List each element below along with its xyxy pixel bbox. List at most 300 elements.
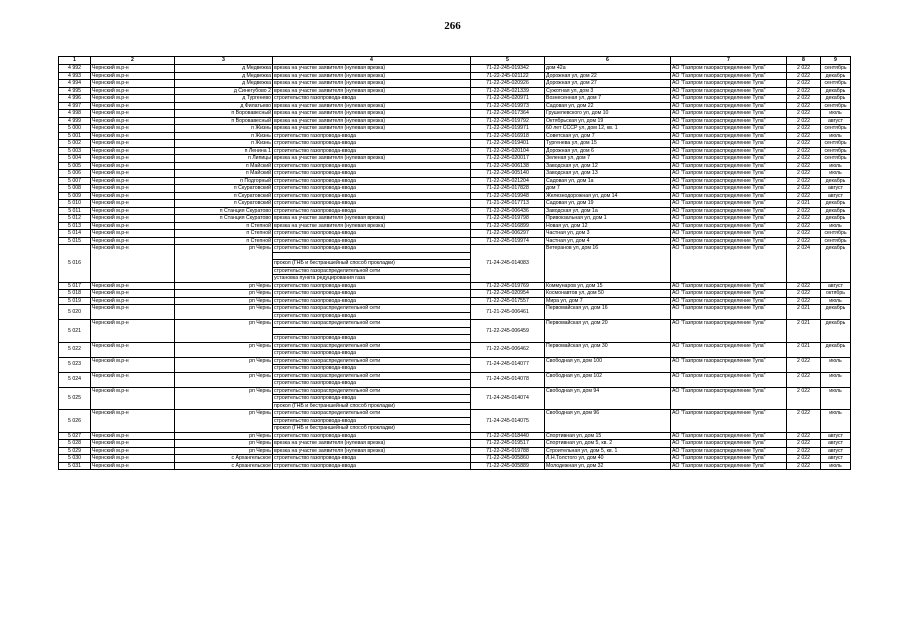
settlement-cell: рп Чернь xyxy=(175,305,273,320)
table-row xyxy=(59,110,851,118)
month-cell: сентябрь xyxy=(821,155,851,163)
work-item: строительство газораспределительной сети xyxy=(273,343,470,351)
works-cell xyxy=(273,245,471,283)
district-cell: Чернский м.р-н xyxy=(91,237,175,245)
works-cell xyxy=(273,177,471,185)
district-cell: Чернский м.р-н xyxy=(91,102,175,110)
table-row xyxy=(59,87,851,95)
works-cell xyxy=(273,342,471,357)
table-body xyxy=(59,65,851,470)
row-number: 5 031 xyxy=(59,462,91,470)
address-cell: Коммунаров ул, дом 15 xyxy=(545,282,671,290)
year-cell: 2 022 xyxy=(787,432,821,440)
year-cell: 2 022 xyxy=(787,447,821,455)
address-cell: Советская ул, дом 7 xyxy=(545,132,671,140)
district-cell: Чернский м.р-н xyxy=(91,455,175,463)
year-cell: 2 021 xyxy=(787,305,821,320)
district-cell: Чернский м.р-н xyxy=(91,162,175,170)
works-cell xyxy=(273,125,471,133)
application-code-cell: 71-22-245-006459 xyxy=(471,320,545,343)
address-cell: Ветеранов ул, дом 16 xyxy=(545,245,671,283)
table-row xyxy=(59,155,851,163)
address-cell: Вознесенная ул, дом 7 xyxy=(545,95,671,103)
works-cell xyxy=(273,200,471,208)
settlement-cell: п Майский xyxy=(175,162,273,170)
work-item: строительство газораспределительной сети xyxy=(273,388,470,396)
work-item: врезка на участке заявителя (нулевая врезка) xyxy=(274,155,386,161)
table-row xyxy=(59,237,851,245)
address-cell: дом 7 xyxy=(545,185,671,193)
table-row xyxy=(59,440,851,448)
application-code-cell: 71-21-245-006461 xyxy=(471,305,545,320)
table-row xyxy=(59,72,851,80)
month-cell: декабрь xyxy=(821,95,851,103)
year-cell: 2 022 xyxy=(787,110,821,118)
work-item: установка пункта редуцирования газа xyxy=(274,275,366,281)
row-number: 5 025 xyxy=(59,387,91,410)
application-code-cell: 71-22-245-020926 xyxy=(471,80,545,88)
works-cell xyxy=(273,147,471,155)
organization-cell: АО "Газпром газораспределение Тула" xyxy=(671,222,787,230)
settlement-cell: рп Чернь xyxy=(175,447,273,455)
row-number: 5 028 xyxy=(59,440,91,448)
work-item: строительство газопровода-ввода xyxy=(274,207,357,214)
row-number: 4 995 xyxy=(59,87,91,95)
district-cell: Чернский м.р-н xyxy=(91,357,175,372)
table-row xyxy=(59,432,851,440)
year-cell: 2 022 xyxy=(787,155,821,163)
address-cell: Сужотная ул, дом 3 xyxy=(545,87,671,95)
district-cell: Чернский м.р-н xyxy=(91,215,175,223)
table-row xyxy=(59,65,851,73)
district-cell: Чернский м.р-н xyxy=(91,117,175,125)
column-header-4: 4 xyxy=(273,57,471,65)
organization-cell: АО "Газпром газораспределение Тула" xyxy=(671,177,787,185)
settlement-cell: п Степной xyxy=(175,237,273,245)
works-cell xyxy=(273,290,471,298)
organization-cell: АО "Газпром газораспределение Тула" xyxy=(671,230,787,238)
application-code-cell: 71-22-245-018440 xyxy=(471,432,545,440)
application-code-cell: 71-22-245-016918 xyxy=(471,132,545,140)
address-cell: Спортивная ул, дом 5, кв. 2 xyxy=(545,440,671,448)
year-cell: 2 022 xyxy=(787,230,821,238)
settlement-cell: д Тургенево xyxy=(175,95,273,103)
work-item: строительство газопровода-ввода xyxy=(274,365,357,371)
row-number: 5 016 xyxy=(59,245,91,283)
table-row xyxy=(59,185,851,193)
organization-cell: АО "Газпром газораспределение Тула" xyxy=(671,215,787,223)
table-row xyxy=(59,462,851,470)
table-row xyxy=(59,125,851,133)
application-code-cell: 71-24-245-014075 xyxy=(471,410,545,433)
district-cell: Чернский м.р-н xyxy=(91,387,175,410)
settlement-cell: рп Чернь xyxy=(175,440,273,448)
organization-cell: АО "Газпром газораспределение Тула" xyxy=(671,185,787,193)
settlement-cell: д Медвежка xyxy=(175,72,273,80)
month-cell: сентябрь xyxy=(821,102,851,110)
organization-cell: АО "Газпром газораспределение Тула" xyxy=(671,132,787,140)
year-cell: 2 022 xyxy=(787,80,821,88)
settlement-cell: д Медвежка xyxy=(175,65,273,73)
works-cell xyxy=(273,102,471,110)
district-cell: Чернский м.р-н xyxy=(91,125,175,133)
organization-cell: АО "Газпром газораспределение Тула" xyxy=(671,455,787,463)
works-cell xyxy=(273,110,471,118)
district-cell: Чернский м.р-н xyxy=(91,440,175,448)
settlement-cell: п Степной xyxy=(175,222,273,230)
works-cell xyxy=(273,117,471,125)
address-cell: Заводская ул, дом 13 xyxy=(545,170,671,178)
month-cell: сентябрь xyxy=(821,65,851,73)
table-row xyxy=(59,162,851,170)
table-row xyxy=(59,342,851,357)
works-cell xyxy=(273,432,471,440)
works-cell xyxy=(273,387,471,410)
table-row xyxy=(59,230,851,238)
table-row xyxy=(59,222,851,230)
application-code-cell: 71-22-245-021122 xyxy=(471,72,545,80)
row-number: 5 029 xyxy=(59,447,91,455)
organization-cell: АО "Газпром газораспределение Тула" xyxy=(671,440,787,448)
settlement-cell: с Архангельское xyxy=(175,462,273,470)
table-row xyxy=(59,372,851,387)
work-item: строительство газопровода-ввода xyxy=(274,185,357,191)
work-item xyxy=(273,328,470,336)
row-number: 5 012 xyxy=(59,215,91,223)
settlement-cell: п Станция Скуратово xyxy=(175,207,273,215)
year-cell: 2 022 xyxy=(787,192,821,200)
table-row xyxy=(59,455,851,463)
month-cell: август xyxy=(821,282,851,290)
application-code-cell: 71-22-245-019948 xyxy=(471,192,545,200)
application-code-cell: 71-22-245-021339 xyxy=(471,87,545,95)
address-cell: Свободная ул, дом 100 xyxy=(545,357,671,372)
year-cell: 2 022 xyxy=(787,440,821,448)
works-cell xyxy=(273,185,471,193)
district-cell: Чернский м.р-н xyxy=(91,320,175,343)
organization-cell: АО "Газпром газораспределение Тула" xyxy=(671,192,787,200)
month-cell: декабрь xyxy=(821,245,851,283)
address-cell: Свободная ул, дом 96 xyxy=(545,410,671,433)
year-cell: 2 022 xyxy=(787,65,821,73)
row-number: 4 998 xyxy=(59,110,91,118)
row-number: 5 011 xyxy=(59,207,91,215)
organization-cell: АО "Газпром газораспределение Тула" xyxy=(671,432,787,440)
district-cell: Чернский м.р-н xyxy=(91,155,175,163)
address-cell: Первомайская ул, дом 16 xyxy=(545,305,671,320)
month-cell: декабрь xyxy=(821,305,851,320)
district-cell: Чернский м.р-н xyxy=(91,200,175,208)
table-row xyxy=(59,80,851,88)
settlement-cell: рп Чернь xyxy=(175,320,273,343)
address-cell: Мира ул, дом 7 xyxy=(545,297,671,305)
table-row xyxy=(59,447,851,455)
month-cell: июль xyxy=(821,162,851,170)
column-header-6: 6 xyxy=(545,57,671,65)
month-cell: август xyxy=(821,117,851,125)
row-number: 5 014 xyxy=(59,230,91,238)
work-item: строительство газопровода-ввода xyxy=(274,192,357,199)
work-item: прокол (ГНБ и бестраншейный способ прокладки) xyxy=(274,402,395,409)
column-header-2: 2 xyxy=(91,57,175,65)
table-row xyxy=(59,357,851,372)
settlement-cell: рп Чернь xyxy=(175,245,273,283)
organization-cell: АО "Газпром газораспределение Тула" xyxy=(671,72,787,80)
row-number: 4 994 xyxy=(59,80,91,88)
work-item: врезка на участке заявителя (нулевая врезка) xyxy=(274,447,386,454)
year-cell: 2 022 xyxy=(787,207,821,215)
work-item: строительство газопровода-ввода xyxy=(274,170,357,176)
work-item: строительство газопровода-ввода xyxy=(274,462,357,469)
year-cell: 2 022 xyxy=(787,72,821,80)
work-item: строительство газопровода-ввода xyxy=(274,177,357,184)
organization-cell: АО "Газпром газораспределение Тула" xyxy=(671,245,787,283)
year-cell: 2 022 xyxy=(787,387,821,410)
works-cell xyxy=(273,65,471,73)
works-cell xyxy=(273,455,471,463)
application-code-cell: 71-22-245-019401 xyxy=(471,140,545,148)
work-item: строительство газопровода-ввода xyxy=(274,200,357,206)
row-number: 5 002 xyxy=(59,140,91,148)
table-row xyxy=(59,290,851,298)
district-cell: Чернский м.р-н xyxy=(91,447,175,455)
application-code-cell: 71-22-245-006138 xyxy=(471,162,545,170)
application-code-cell: 71-22-245-019788 xyxy=(471,447,545,455)
row-number: 5 003 xyxy=(59,147,91,155)
application-code-cell: 71-22-245-019342 xyxy=(471,65,545,73)
district-cell: Чернский м.р-н xyxy=(91,342,175,357)
application-code-cell: 71-24-245-014078 xyxy=(471,372,545,387)
address-cell: Космонавтов ул, дом 50 xyxy=(545,290,671,298)
row-number: 5 015 xyxy=(59,237,91,245)
application-code-cell: 71-22-245-006436 xyxy=(471,207,545,215)
year-cell: 2 022 xyxy=(787,297,821,305)
row-number: 5 023 xyxy=(59,357,91,372)
works-cell xyxy=(273,222,471,230)
month-cell: август xyxy=(821,455,851,463)
application-code-cell: 71-24-245-014074 xyxy=(471,387,545,410)
district-cell: Чернский м.р-н xyxy=(91,185,175,193)
works-cell xyxy=(273,170,471,178)
organization-cell: АО "Газпром газораспределение Тула" xyxy=(671,410,787,433)
settlement-cell: д Медвежка xyxy=(175,80,273,88)
address-cell: дом 42а xyxy=(545,65,671,73)
work-item: строительство газопровода-ввода xyxy=(274,350,357,356)
work-item: строительство газопровода-ввода xyxy=(273,418,470,426)
district-cell: Чернский м.р-н xyxy=(91,65,175,73)
address-cell: Октябрьская ул, дом 19 xyxy=(545,117,671,125)
works-cell xyxy=(273,140,471,148)
year-cell: 2 022 xyxy=(787,125,821,133)
table-row xyxy=(59,282,851,290)
table-row xyxy=(59,117,851,125)
year-cell: 2 022 xyxy=(787,215,821,223)
month-cell: декабрь xyxy=(821,87,851,95)
settlement-cell: рп Чернь xyxy=(175,410,273,433)
application-code-cell: 71-22-245-006462 xyxy=(471,342,545,357)
address-cell: Молодежная ул, дом 32 xyxy=(545,462,671,470)
organization-cell: АО "Газпром газораспределение Тула" xyxy=(671,342,787,357)
month-cell: август xyxy=(821,432,851,440)
organization-cell: АО "Газпром газораспределение Тула" xyxy=(671,290,787,298)
settlement-cell: рп Чернь xyxy=(175,372,273,387)
application-code-cell: 71-21-245-017713 xyxy=(471,200,545,208)
work-item: строительство газопровода-ввода xyxy=(274,290,357,296)
address-cell: Заводская ул, дом 12 xyxy=(545,162,671,170)
month-cell: октябрь xyxy=(821,290,851,298)
organization-cell: АО "Газпром газораспределение Тула" xyxy=(671,80,787,88)
column-header-8: 8 xyxy=(787,57,821,65)
month-cell: август xyxy=(821,447,851,455)
application-code-cell: 71-22-245-006297 xyxy=(471,230,545,238)
organization-cell: АО "Газпром газораспределение Тула" xyxy=(671,305,787,320)
district-cell: Чернский м.р-н xyxy=(91,432,175,440)
settlement-cell: рп Чернь xyxy=(175,387,273,410)
works-cell xyxy=(273,132,471,140)
district-cell: Чернский м.р-н xyxy=(91,80,175,88)
application-code-cell: 71-22-245-020017 xyxy=(471,155,545,163)
works-cell xyxy=(273,357,471,372)
settlement-cell: рп Чернь xyxy=(175,282,273,290)
address-cell: Дорожная ул, дом 6 xyxy=(545,147,671,155)
application-code-cell: 71-22-245-019792 xyxy=(471,117,545,125)
application-code-cell: 71-22-245-019769 xyxy=(471,282,545,290)
year-cell: 2 021 xyxy=(787,342,821,357)
year-cell: 2 022 xyxy=(787,222,821,230)
address-cell: Дорожная ул, дом 27 xyxy=(545,80,671,88)
address-cell: Привокзальная ул, дом 1 xyxy=(545,215,671,223)
year-cell: 2 022 xyxy=(787,140,821,148)
application-code-cell: 71-22-245-020104 xyxy=(471,147,545,155)
settlement-cell: д Филатьево xyxy=(175,102,273,110)
settlement-cell: п Жизнь xyxy=(175,132,273,140)
year-cell: 2 022 xyxy=(787,357,821,372)
settlement-cell: рп Чернь xyxy=(175,342,273,357)
works-cell xyxy=(273,215,471,223)
table-row xyxy=(59,297,851,305)
row-number: 5 018 xyxy=(59,290,91,298)
organization-cell: АО "Газпром газораспределение Тула" xyxy=(671,200,787,208)
settlement-cell: п Ленина 1 xyxy=(175,147,273,155)
table-row xyxy=(59,305,851,320)
work-item: строительство газораспределительной сети xyxy=(273,305,470,313)
table-row xyxy=(59,410,851,433)
district-cell: Чернский м.р-н xyxy=(91,147,175,155)
application-code-cell: 71-22-245-005889 xyxy=(471,462,545,470)
application-code-cell: 71-24-245-014077 xyxy=(471,357,545,372)
table-row xyxy=(59,147,851,155)
work-item: строительство газопровода-ввода xyxy=(274,432,357,439)
row-number: 5 009 xyxy=(59,192,91,200)
table-row xyxy=(59,207,851,215)
organization-cell: АО "Газпром газораспределение Тула" xyxy=(671,147,787,155)
row-number: 5 026 xyxy=(59,410,91,433)
organization-cell: АО "Газпром газораспределение Тула" xyxy=(671,320,787,343)
month-cell: декабрь xyxy=(821,177,851,185)
address-cell: Зеленая ул, дом 7 xyxy=(545,155,671,163)
settlement-cell: п Липицы xyxy=(175,155,273,163)
district-cell: Чернский м.р-н xyxy=(91,140,175,148)
row-number: 5 027 xyxy=(59,432,91,440)
settlement-cell: д Синегубово 2 xyxy=(175,87,273,95)
works-cell xyxy=(273,192,471,200)
year-cell: 2 022 xyxy=(787,372,821,387)
organization-cell: АО "Газпром газораспределение Тула" xyxy=(671,110,787,118)
organization-cell: АО "Газпром газораспределение Тула" xyxy=(671,102,787,110)
work-item: строительство газораспределительной сети xyxy=(273,320,470,328)
address-cell: Первомайская ул, дом 30 xyxy=(545,342,671,357)
table-row xyxy=(59,102,851,110)
table-row xyxy=(59,177,851,185)
work-item: строительство газопровода-ввода xyxy=(274,230,357,236)
address-cell: Садовая ул, дом 1а xyxy=(545,177,671,185)
settlement-cell: п Воровавесный xyxy=(175,117,273,125)
month-cell: сентябрь xyxy=(821,147,851,155)
table-row xyxy=(59,170,851,178)
district-cell: Чернский м.р-н xyxy=(91,192,175,200)
works-cell xyxy=(273,305,471,320)
table-row xyxy=(59,320,851,343)
application-code-cell: 71-22-245-005860 xyxy=(471,455,545,463)
settlement-cell: рп Чернь xyxy=(175,297,273,305)
row-number: 5 008 xyxy=(59,185,91,193)
address-cell: Частная ул, дом 3 xyxy=(545,230,671,238)
work-item: врезка на участке заявителя (нулевая врезка) xyxy=(274,215,386,221)
application-code-cell: 71-22-245-020954 xyxy=(471,290,545,298)
row-number: 5 007 xyxy=(59,177,91,185)
year-cell: 2 021 xyxy=(787,320,821,343)
district-cell: Чернский м.р-н xyxy=(91,72,175,80)
address-cell: Заводская ул, дом 1а xyxy=(545,207,671,215)
district-cell: Чернский м.р-н xyxy=(91,305,175,320)
row-number: 5 019 xyxy=(59,297,91,305)
work-item xyxy=(273,253,470,261)
works-cell xyxy=(273,95,471,103)
table-row xyxy=(59,387,851,410)
organization-cell: АО "Газпром газораспределение Тула" xyxy=(671,357,787,372)
row-number: 5 017 xyxy=(59,282,91,290)
table-row xyxy=(59,200,851,208)
settlement-cell: п Станция Скуратово xyxy=(175,215,273,223)
year-cell: 2 022 xyxy=(787,282,821,290)
month-cell: июль xyxy=(821,462,851,470)
application-code-cell: 71-22-245-019971 xyxy=(471,125,545,133)
page-number: 266 xyxy=(444,20,461,32)
works-cell xyxy=(273,440,471,448)
settlement-cell: п Жизнь xyxy=(175,140,273,148)
address-cell: Свободная ул, дом 102 xyxy=(545,372,671,387)
work-item: врезка на участке заявителя (нулевая врезка) xyxy=(274,102,386,109)
month-cell: август xyxy=(821,192,851,200)
organization-cell: АО "Газпром газораспределение Тула" xyxy=(671,282,787,290)
year-cell: 2 022 xyxy=(787,117,821,125)
district-cell: Чернский м.р-н xyxy=(91,372,175,387)
application-code-cell: 71-22-245-019974 xyxy=(471,237,545,245)
table-row xyxy=(59,132,851,140)
settlement-cell: п Скуратовский xyxy=(175,200,273,208)
month-cell: декабрь xyxy=(821,215,851,223)
year-cell: 2 022 xyxy=(787,185,821,193)
year-cell: 2 022 xyxy=(787,87,821,95)
work-item: строительство газораспределительной сети xyxy=(273,268,470,276)
work-item: строительство газопровода-ввода xyxy=(274,162,357,169)
works-cell xyxy=(273,87,471,95)
year-cell: 2 021 xyxy=(787,200,821,208)
application-code-cell: 71-22-245-019517 xyxy=(471,440,545,448)
works-cell xyxy=(273,447,471,455)
application-code-cell: 71-22-245-019973 xyxy=(471,102,545,110)
row-number: 5 020 xyxy=(59,305,91,320)
